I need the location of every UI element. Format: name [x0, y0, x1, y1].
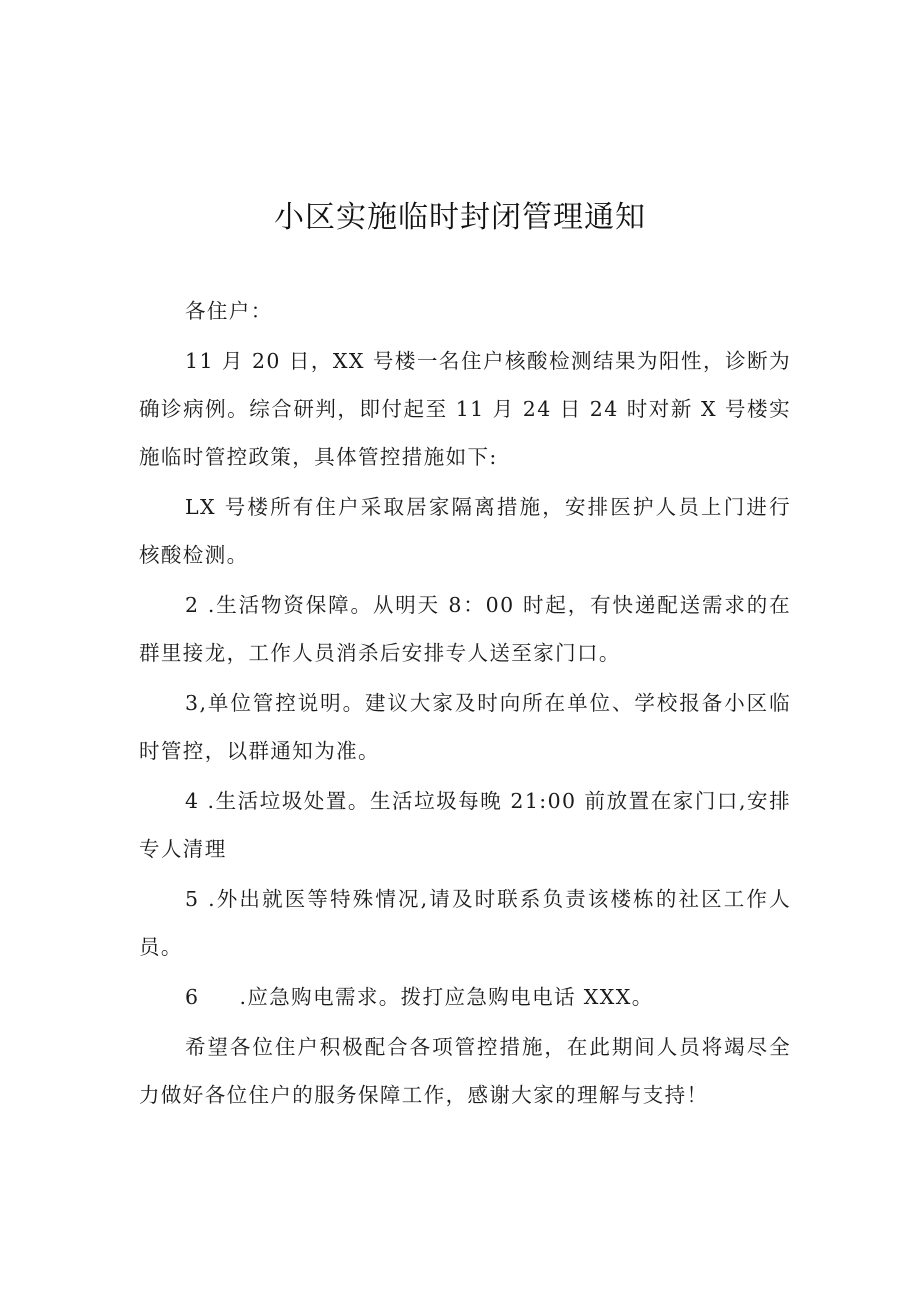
page-title: 小区实施临时封闭管理通知: [274, 200, 646, 235]
paragraph-item-5: 5 .外出就医等特殊情况,请及时联系负责该楼栋的社区工作人员。: [139, 887, 791, 959]
paragraph-item-1: LX 号楼所有住户采取居家隔离措施，安排医护人员上门进行核酸检测。: [139, 495, 791, 567]
paragraph-item-2: 2 .生活物资保障。从明天 8：00 时起，有快递配送需求的在群里接龙，工作人员消杀后安排专人送至家门口。: [139, 593, 791, 665]
notice-body: [139, 287, 791, 1121]
item-6-text: .应急购电需求。拨打应急购电电话 XXX。: [239, 985, 654, 1009]
item-6-number: 6: [185, 985, 200, 1009]
paragraph-closing: 希望各位住户积极配合各项管控措施，在此期间人员将竭尽全力做好各位住户的服务保障工作，感谢大家的理解与支持！: [139, 1035, 791, 1107]
salutation: 各住户：: [185, 299, 273, 323]
paragraph-item-3: 3,单位管控说明。建议大家及时向所在单位、学校报备小区临时管控，以群通知为准。: [139, 691, 791, 763]
paragraph-item-4: 4 .生活垃圾处置。生活垃圾每晚 21:00 前放置在家门口,安排专人清理: [139, 789, 791, 861]
paragraph-intro: 11 月 20 日，XX 号楼一名住户核酸检测结果为阳性，诊断为确诊病例。综合研判，即付起至 11 月 24 日 24 时对新 X 号楼实施临时管控政策，具体管控措施如下:: [139, 349, 791, 469]
paragraph-item-6: [139, 973, 791, 1021]
